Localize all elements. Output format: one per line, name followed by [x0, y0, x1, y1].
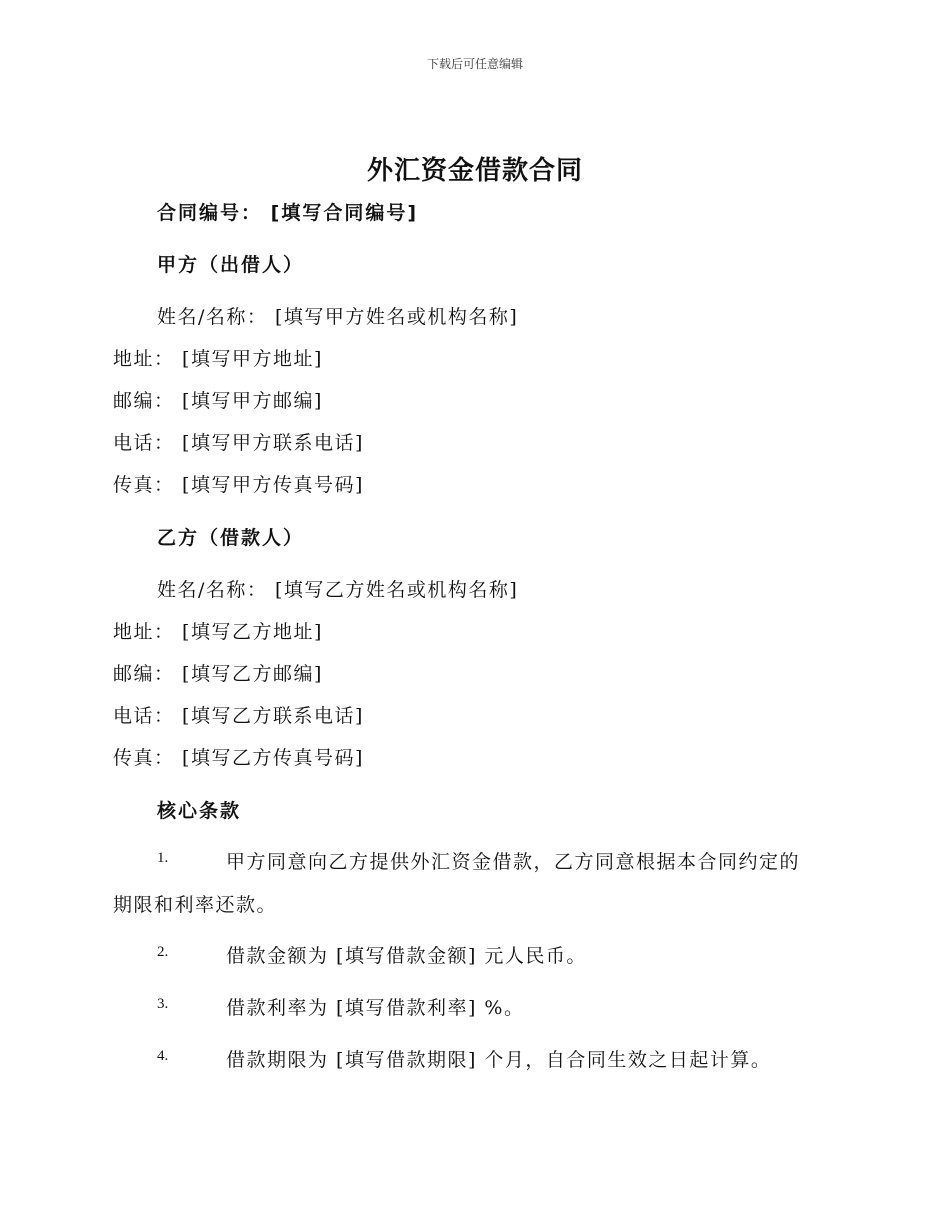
party-a-heading: 甲方（出借人） — [157, 254, 305, 276]
party-b-name: 姓名/名称： [填写乙方姓名或机构名称] — [157, 579, 519, 601]
term-1-continuation: 期限和利率还款。 — [113, 894, 278, 916]
party-a-fax: 传真： [填写甲方传真号码] — [113, 474, 364, 496]
party-b-heading: 乙方（借款人） — [157, 527, 305, 549]
party-b-fax: 传真： [填写乙方传真号码] — [113, 747, 364, 769]
party-a-phone: 电话： [填写甲方联系电话] — [113, 432, 364, 454]
term-1-text: 甲方同意向乙方提供外汇资金借款，乙方同意根据本合同约定的 — [226, 851, 801, 873]
term-1-number: 1. — [157, 850, 169, 866]
core-terms-heading: 核心条款 — [157, 800, 242, 822]
party-a-postcode: 邮编： [填写甲方邮编] — [113, 390, 323, 412]
header-note: 下载后可任意编辑 — [426, 57, 523, 71]
term-2-text: 借款金额为 [填写借款金额] 元人民币。 — [226, 945, 587, 967]
term-2-number: 2. — [157, 944, 169, 960]
term-4-text: 借款期限为 [填写借款期限] 个月，自合同生效之日起计算。 — [226, 1049, 772, 1071]
contract-number-label: 合同编号： — [157, 202, 263, 224]
party-a-name: 姓名/名称： [填写甲方姓名或机构名称] — [157, 306, 519, 328]
party-b-address: 地址： [填写乙方地址] — [113, 621, 323, 643]
term-3-text: 借款利率为 [填写借款利率] %。 — [226, 997, 525, 1019]
term-3-number: 3. — [157, 996, 169, 1012]
document-title: 外汇资金借款合同 — [366, 156, 583, 186]
party-a-address: 地址： [填写甲方地址] — [113, 348, 323, 370]
party-b-phone: 电话： [填写乙方联系电话] — [113, 705, 364, 727]
contract-number-line — [157, 198, 418, 225]
contract-number-value: [填写合同编号] — [270, 202, 419, 224]
term-4-number: 4. — [157, 1048, 169, 1064]
party-b-postcode: 邮编： [填写乙方邮编] — [113, 663, 323, 685]
